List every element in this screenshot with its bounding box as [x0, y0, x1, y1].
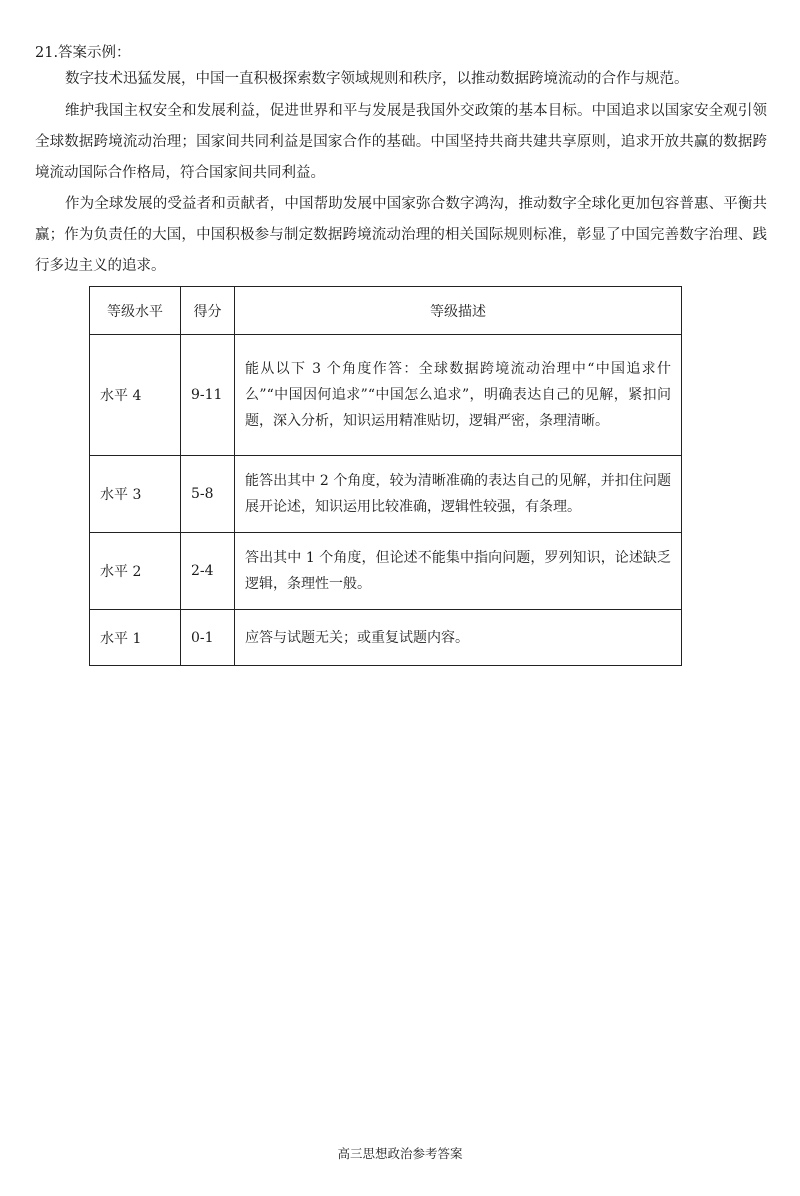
header-description: 等级描述: [235, 287, 682, 335]
answer-paragraph-2: 维护我国主权安全和发展利益，促进世界和平与发展是我国外交政策的基本目标。中国追求以国家安全观引领全球数据跨境流动治理；国家间共同利益是国家合作的基础。中国坚持共商共建共享原则，追求开放共赢的数据跨境流动国际合作格局，符合国家间共同利益。: [35, 103, 767, 181]
rubric-description: 能从以下 3 个角度作答：全球数据跨境流动治理中“中国追求什么”“中国因何追求”“中国怎么追求”，明确表达自己的见解，紧扣问题，深入分析，知识运用精准贴切，逻辑严密，条理清晰。: [235, 335, 682, 456]
rubric-description: 答出其中 1 个角度，但论述不能集中指向问题，罗列知识，论述缺乏逻辑，条理性一般。: [235, 533, 682, 610]
rubric-score: 2-4: [181, 533, 235, 610]
rubric-score: 0-1: [181, 610, 235, 666]
page-footer: 高三思想政治参考答案: [337, 1146, 463, 1161]
rubric-description: 应答与试题无关；或重复试题内容。: [235, 610, 682, 666]
rubric-header-row: [90, 287, 682, 335]
rubric-level: 水平 2: [90, 533, 181, 610]
rubric-level: 水平 1: [90, 610, 181, 666]
rubric-row: [90, 610, 682, 666]
rubric-row: [90, 533, 682, 610]
scoring-rubric-table: [89, 286, 682, 666]
rubric-score: 5-8: [181, 456, 235, 533]
header-level: 等级水平: [90, 287, 181, 335]
rubric-level: 水平 4: [90, 335, 181, 456]
rubric-description: 能答出其中 2 个角度，较为清晰准确的表达自己的见解，并扣住问题展开论述，知识运用比较准确，逻辑性较强，有条理。: [235, 456, 682, 533]
rubric-row: [90, 456, 682, 533]
answer-paragraph-1: 数字技术迅猛发展，中国一直积极探索数字领域规则和秩序，以推动数据跨境流动的合作与规范。: [65, 71, 689, 87]
header-score: 得分: [181, 287, 235, 335]
question-number-title: 21.答案示例：: [35, 45, 131, 61]
rubric-level: 水平 3: [90, 456, 181, 533]
answer-paragraph-3: 作为全球发展的受益者和贡献者，中国帮助发展中国家弥合数字鸿沟，推动数字全球化更加包容普惠、平衡共赢；作为负责任的大国，中国积极参与制定数据跨境流动治理的相关国际规则标准，彰显了中国完善数字治理、践行多边主义的追求。: [35, 196, 767, 274]
rubric-score: 9-11: [181, 335, 235, 456]
rubric-row: [90, 335, 682, 456]
